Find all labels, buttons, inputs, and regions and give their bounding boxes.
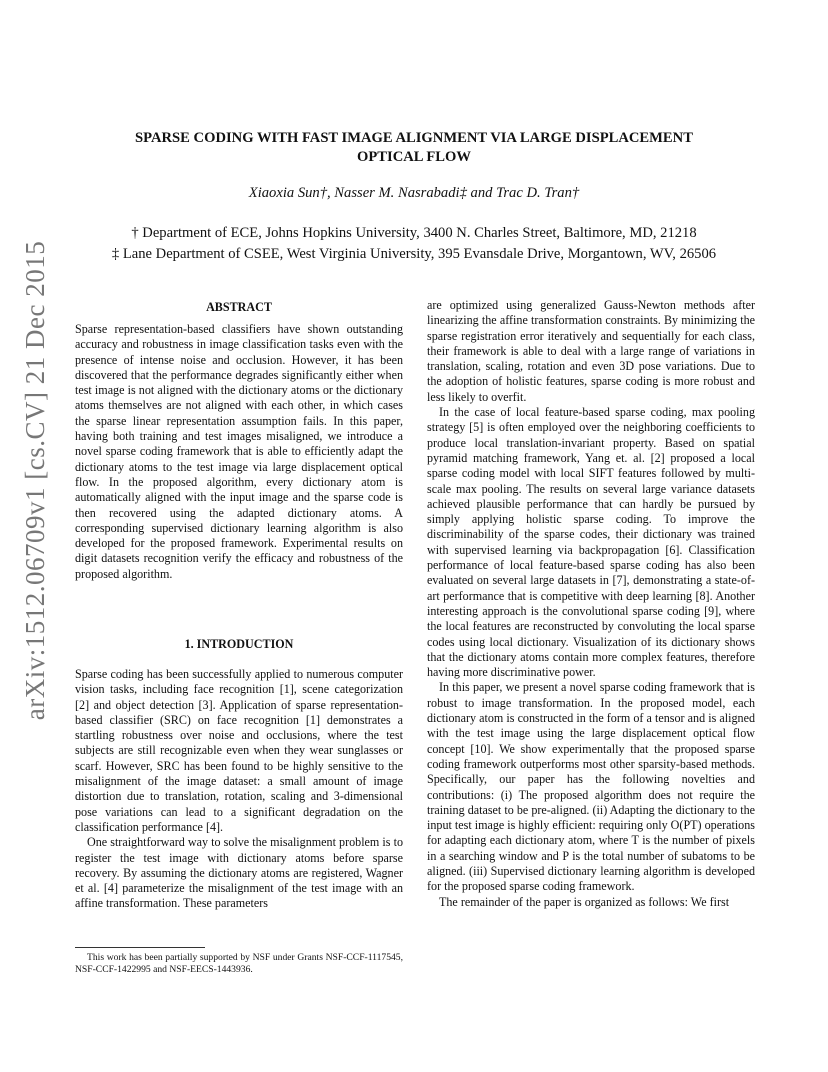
- intro-paragraph-2: One straightforward way to solve the misalignment problem is to register the test image with dictionary atoms before sparse recovery. By assuming the dictionary atoms are registered, Wagner et al. [4] parameterize the misalignment of the test image with an affine transformation. These parameters: [75, 835, 403, 911]
- right-paragraph-3: In this paper, we present a novel sparse coding framework that is robust to image transformation. In the proposed model, each dictionary atom is constructed in the form of a tensor and is aligned with the test image using the large displacement optical flow concept [10]. We show experimentally that the proposed sparse coding framework outperforms most other sparsity-based methods. Specifically, our paper has the following novelties and contributions: (i) The proposed algorithm does not require the training dataset to be pre-aligned. (ii) Adapting the dictionary to the input test image is highly efficient: requiring only O(PT) operations for adapting each dictionary atom, where T is the number of pixels in a searching window and P is the total number of subatoms to be aligned. (iii) Supervised dictionary learning algorithm is developed for the proposed sparse coding framework.: [427, 680, 755, 894]
- arxiv-identifier-text: arXiv:1512.06709v1 [cs.CV] 21 Dec 2015: [20, 240, 51, 720]
- introduction-body: [75, 667, 403, 912]
- footnote-rule: [75, 947, 205, 948]
- right-paragraph-2: In the case of local feature-based sparse coding, max pooling strategy [5] is often employed over the neighboring coefficients to produce local translation-invariant property. Based on spatial pyramid matching framework, Yang et. al. [2] proposed a local sparse coding model with local SIFT features followed by multi-scale max pooling. The results on several large variance datasets achieved plausible performance that can hardly be pursued by simply applying holistic sparse coding. To improve the discriminability of the sparse codes, their dictionary was trained with supervised learning via backpropagation [6]. Classification performance of local feature-based sparse coding has also been evaluated on several large datasets in [7], demonstrating a state-of-art performance that is competitive with deep learning [8]. Another interesting approach is the convolutional sparse coding [9], where the local features are reconstructed by convoluting the local sparse codes using local dictionary. Visualization of its dictionary shows that the dictionary atoms contain more complex features, therefore having more discriminative power.: [427, 405, 755, 680]
- affiliation-1: † Department of ECE, Johns Hopkins University, 3400 N. Charles Street, Baltimore, MD, 21218: [131, 225, 697, 241]
- arxiv-identifier: [14, 240, 58, 720]
- affiliation-2: ‡ Lane Department of CSEE, West Virginia University, 395 Evansdale Drive, Morgantown, WV, 26506: [111, 246, 717, 262]
- abstract-heading: ABSTRACT: [206, 300, 272, 314]
- right-column: [427, 298, 755, 910]
- title-line-1: SPARSE CODING WITH FAST IMAGE ALIGNMENT VIA LARGE DISPLACEMENT: [135, 130, 693, 146]
- right-paragraph-1: are optimized using generalized Gauss-Newton methods after linearizing the affine transformation constraints. By minimizing the sparse registration error iteratively and sequentially for each class, their framework is able to deal with a large range of variations in translation, scaling, rotation and even 3D pose variations. Due to the adoption of holistic features, sparse coding is more robust and less likely to overfit.: [427, 298, 755, 404]
- right-paragraph-4: The remainder of the paper is organized as follows: We first: [439, 894, 730, 909]
- footnote: This work has been partially supported by NSF under Grants NSF-CCF-1117545, NSF-CCF-1422995 and NSF-EECS-1443936.: [75, 952, 403, 975]
- paper-title: [90, 129, 738, 167]
- authors: Xiaoxia Sun†, Nasser M. Nasrabadi‡ and Trac D. Tran†: [248, 185, 580, 201]
- intro-paragraph-1: Sparse coding has been successfully applied to numerous computer vision tasks, including face recognition [1], scene categorization [2] and object detection [3]. Application of sparse representation-based classifier (SRC) on face recognition [1] demonstrates a startling robustness over noise and occlusions, where the test subjects are still recognizable even when they wear sunglasses or scarf. However, SRC has been found to be highly sensitive to the misalignment of the image dataset: a small amount of image distortion due to translation, rotation, scaling and 3-dimensional pose variations can lead to a significant degradation on the classification performance [4].: [75, 667, 403, 834]
- title-line-2: OPTICAL FLOW: [357, 149, 471, 165]
- introduction-heading: 1. INTRODUCTION: [184, 637, 294, 651]
- abstract-body: [75, 322, 403, 582]
- abstract-text: Sparse representation-based classifiers have shown outstanding accuracy and robustness in image classification tasks even with the presence of intense noise and occlusion. However, it has been discovered that the performance degrades significantly either when test image is not aligned with the dictionary atoms or the dictionary atoms themselves are not aligned with each other, in which cases the sparse linear representation assumption fails. In this paper, having both training and test images misaligned, we introduce a novel sparse coding framework that is able to efficiently adapt the dictionary atoms to the test image via large displacement optical flow. In the proposed algorithm, every dictionary atom is automatically aligned with the input image and the sparse code is then recovered using the adapted dictionary atoms. A corresponding supervised dictionary learning algorithm is also developed for the proposed framework. Experimental results on digit datasets recognition verify the efficacy and robustness of the proposed algorithm.: [75, 322, 403, 581]
